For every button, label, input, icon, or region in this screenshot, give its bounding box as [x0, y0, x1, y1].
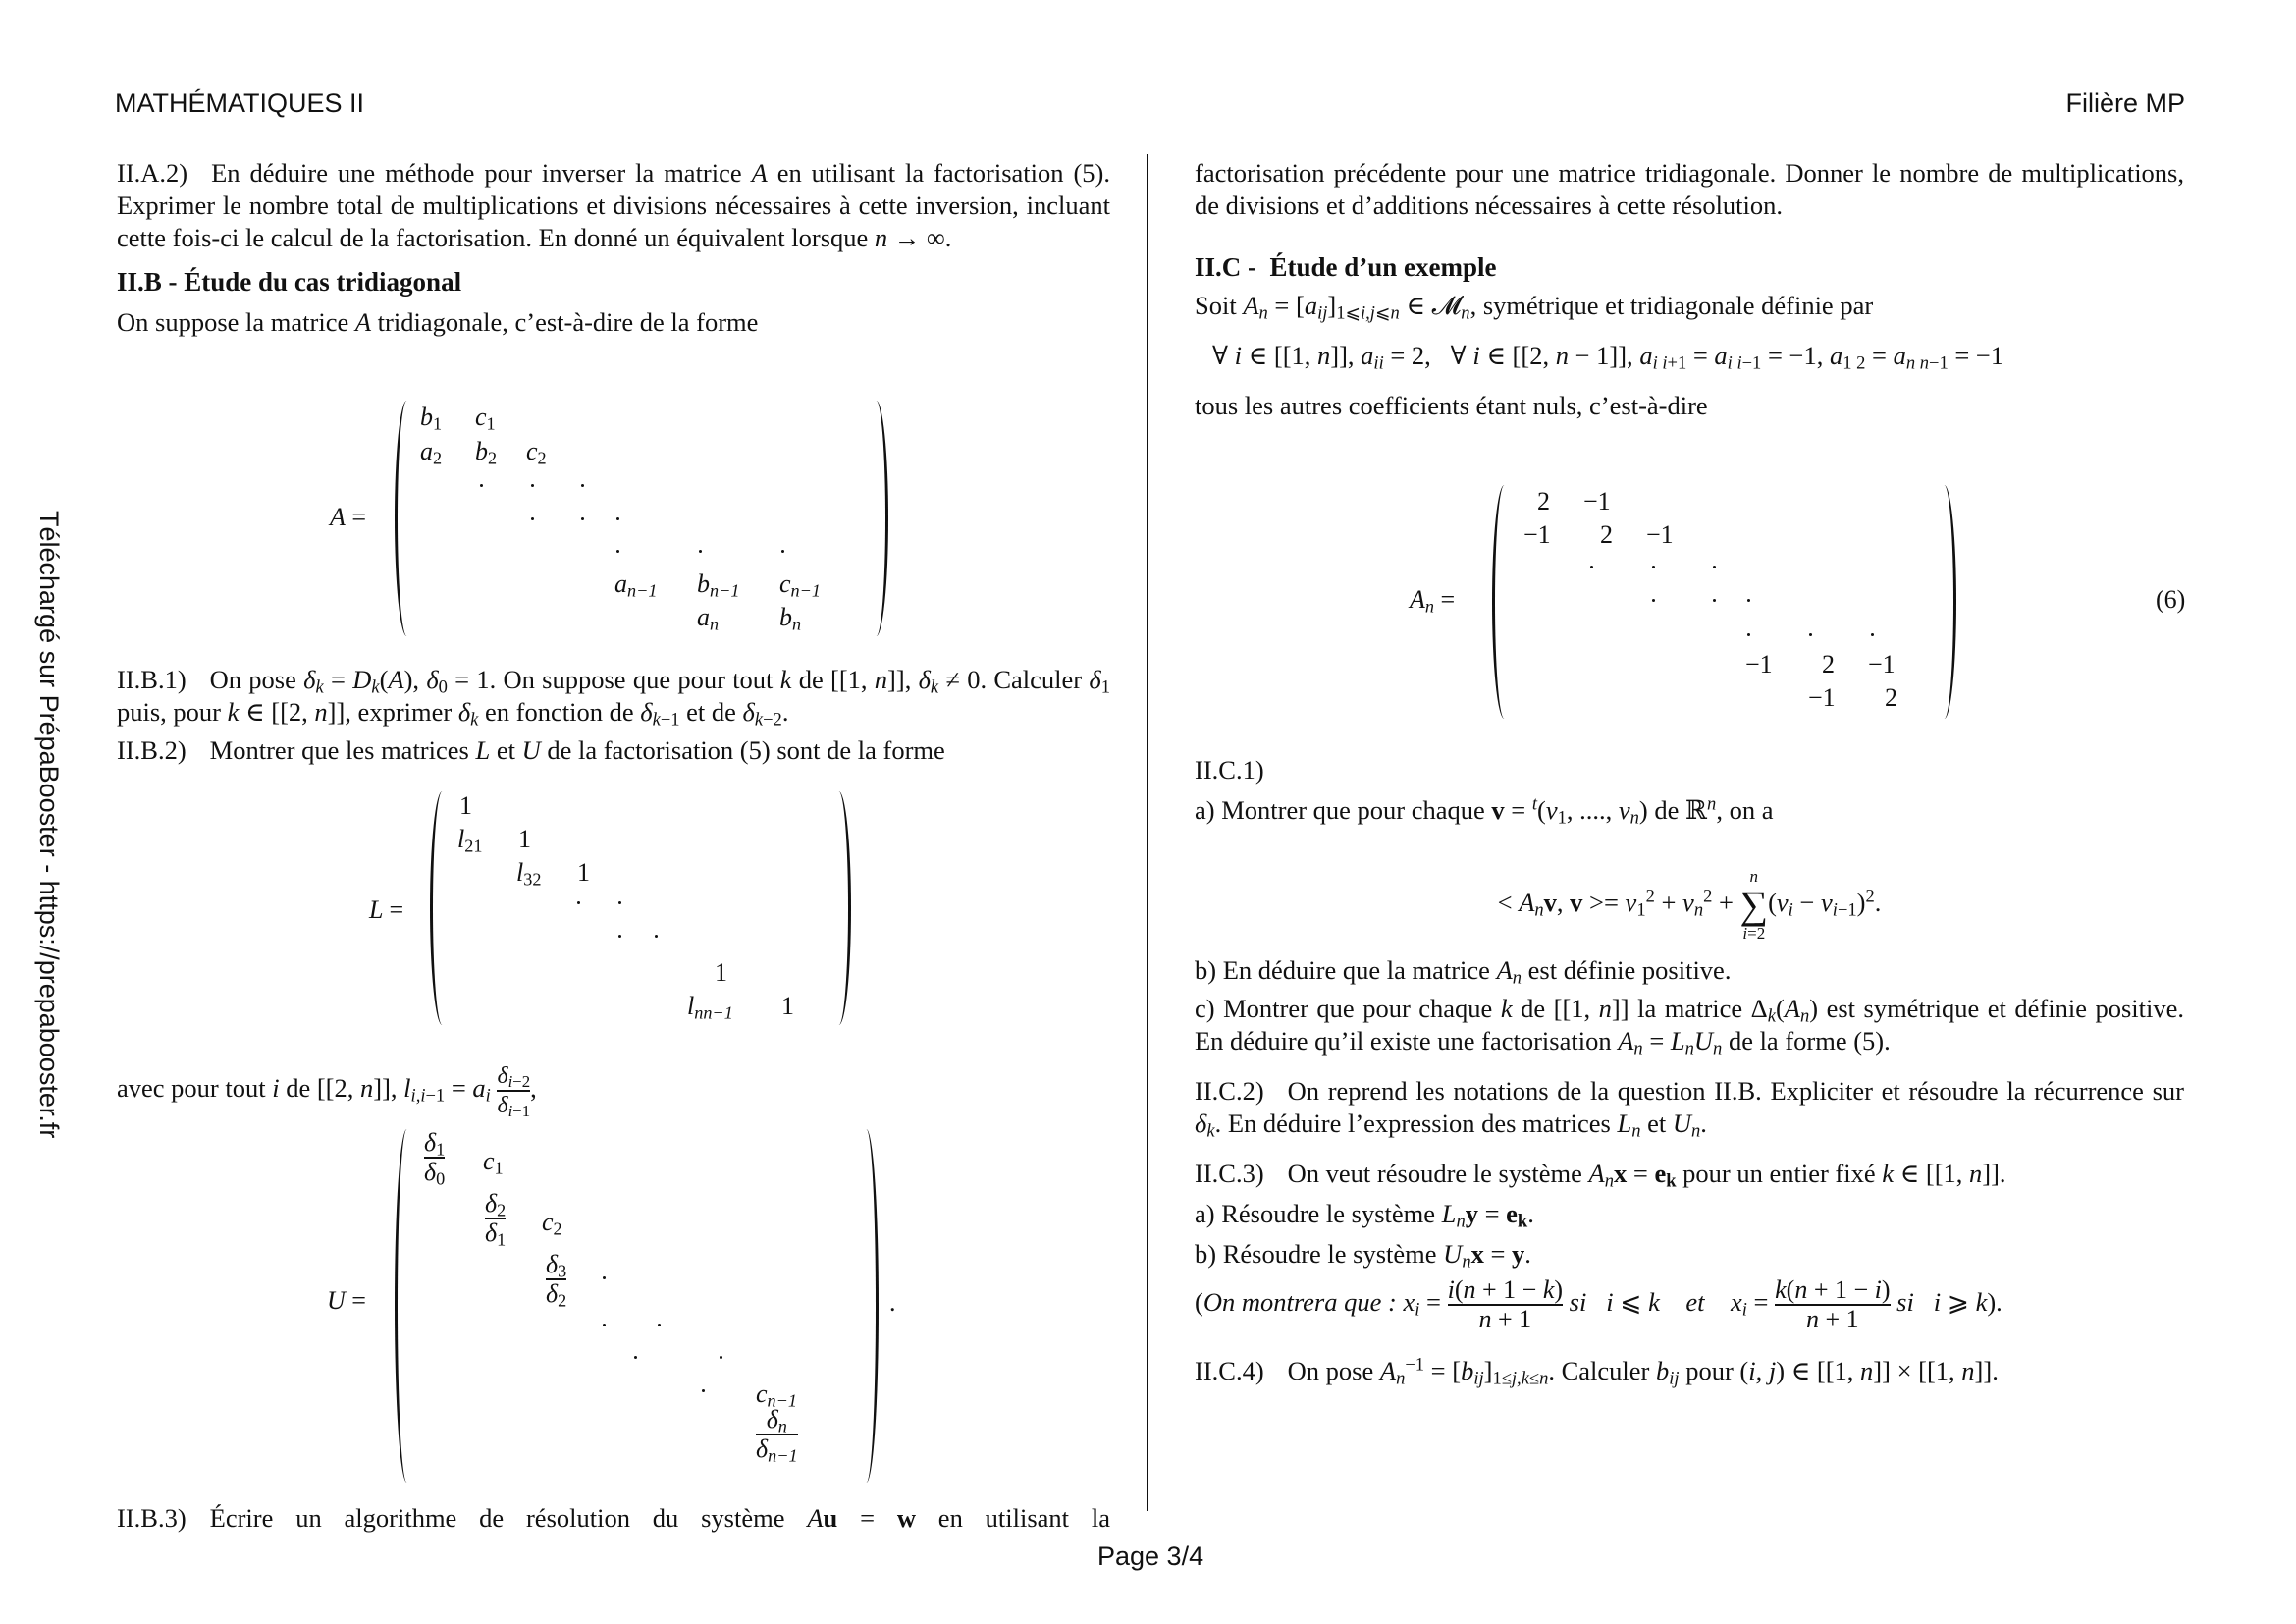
left-paren: [395, 401, 419, 636]
IIC3-a: a) Résoudre le système $L_ny = e_k$.: [1195, 1199, 1534, 1232]
column-divider: [1147, 154, 1148, 1511]
question-IIC2: II.C.2) On reprend les notations de la question II.B. Expliciter et résoudre la récurrence sur $\delta_k$. En déduire l’expression des matrices $L_n$ et $U_n$.: [1195, 1076, 2184, 1142]
question-IIC1: [1195, 754, 2184, 1387]
question-id: II.C.1): [1195, 755, 1264, 785]
IIB3-continuation: factorisation précédente pour une matrice tridiagonale. Donner le nombre de multiplications, de divisions et d’additions nécessaires à cette résolution.: [1195, 158, 2184, 220]
questions-IIB1-IIB2: [117, 664, 1110, 767]
section-title-IIB: II.B - Étude du cas tridiagonal: [117, 267, 462, 297]
header-subject: MATHÉMATIQUES II: [115, 88, 365, 118]
IIC1-a: a) Montrer que pour chaque $v = ^t(v_1$, ...., $v_n$) de ℝ$^n$, on a: [1195, 793, 1774, 829]
left-column: [117, 157, 1110, 339]
IIC3-hint: (On montrera que : $x_i$ = $\frac{i(n + 1 - k)}{n + 1}$ si i ⩽ k et $x_i$ = $\frac{k(n + 1 - i)}{n + 1}$ si i ⩾ k).: [1195, 1275, 2002, 1333]
IIC-after-def: tous les autres coefficients étant nuls, c’est-à-dire: [1195, 391, 1708, 420]
IIC1-b: b) En déduire que la matrice $A_n$ est définie positive.: [1195, 955, 1732, 989]
right-paren: [864, 401, 888, 636]
right-column: [1195, 157, 2184, 422]
matrix-label: A =: [330, 503, 367, 531]
header-track: Filière MP: [2065, 88, 2185, 118]
question-IIC4: II.C.4) On pose $A_n^{-1} = [b_{ij}]_{1\le j,k\le n}$. Calculer $b_{ij}$ pour (i, j) ∈ [[1, n]] × [[1, n]].: [1195, 1354, 1999, 1389]
L-condition: avec pour tout i de [[2, n]], $l_{i,i-1} = a_i$ $\frac{\delta_{i-2}}{\delta_{i-1}}$ ,: [117, 1063, 537, 1121]
question-id: II.A.2): [117, 158, 188, 188]
IIC-definition: ∀ i ∈ [[1, n]], $a_{ii} = 2$, ∀ i ∈ [[2, n − 1]], $a_{i i+1} = a_{i i-1} = -1$, $a_{1 2} = a_{n n-1} = -1$: [1212, 341, 2004, 374]
question-IIA2: II.A.2) En déduire une méthode pour inverser la matrice A en utilisant la factorisation (5). Exprimer le nombre total de multiplications et divisions nécessaires à cette inversion, incluant cette fois-ci le calcul de la factorisation. En donné un équivalent lorsque n → ∞.: [117, 158, 1111, 252]
equation-number: (6): [2156, 585, 2186, 614]
IIC1-c: c) Montrer que pour chaque k de [[1, n]] la matrice $\Delta_k(A_n)$ est symétrique et définie positive. En déduire qu’il existe une factorisation $A_n = L_nU_n$ de la forme (5).: [1195, 994, 2185, 1059]
IIB3-text-left: Écrire un algorithme de résolution du système Au = w en utilisant la: [209, 1503, 1110, 1533]
page-number: Page 3/4: [1097, 1542, 1204, 1571]
IIB-intro: On suppose la matrice A tridiagonale, c’est-à-dire de la forme: [117, 307, 759, 337]
IIC1-formula: < $A_nv$, $v >= v_1^2 + v_n^2$ + n ∑ i=2 $(v_i - v_{i-1})^2$.: [1497, 867, 1882, 943]
question-id: II.B.2): [117, 735, 187, 765]
question-IIB2: II.B.2) Montrer que les matrices L et U de la factorisation (5) sont de la forme: [117, 735, 945, 765]
section-title-IIC: II.C - Étude d’un exemple: [1195, 252, 1497, 282]
IIC3-b: b) Résoudre le système $U_nx = y$.: [1195, 1239, 1531, 1272]
IIC-intro: Soit $A_n = [a_{ij}]_{1⩽i,j⩽n}$ ∈ 𝓜$_n$, symétrique et tridiagonale définie par: [1195, 291, 1874, 324]
question-id: II.B.1): [117, 665, 187, 694]
question-IIC3: II.C.3) On veut résoudre le système $A_nx = e_k$ pour un entier fixé k ∈ [[1, n]].: [1195, 1159, 2006, 1192]
side-watermark: Téléchargé sur PrépaBooster - https://prepabooster.fr: [34, 511, 64, 1139]
question-IIB1: II.B.1) On pose $\delta_k = D_k(A)$, $\delta_0 = 1$. On suppose que pour tout k de [[1, n]], $\delta_k \ne 0$. Calculer $\delta_1$ puis, pour k ∈ [[2, n]], exprimer $\delta_k$ en fonction de $\delta_{k-1}$ et de $\delta_{k-2}$.: [117, 665, 1110, 731]
question-IIB3: [117, 1502, 1110, 1535]
question-id: II.B.3): [117, 1503, 187, 1533]
